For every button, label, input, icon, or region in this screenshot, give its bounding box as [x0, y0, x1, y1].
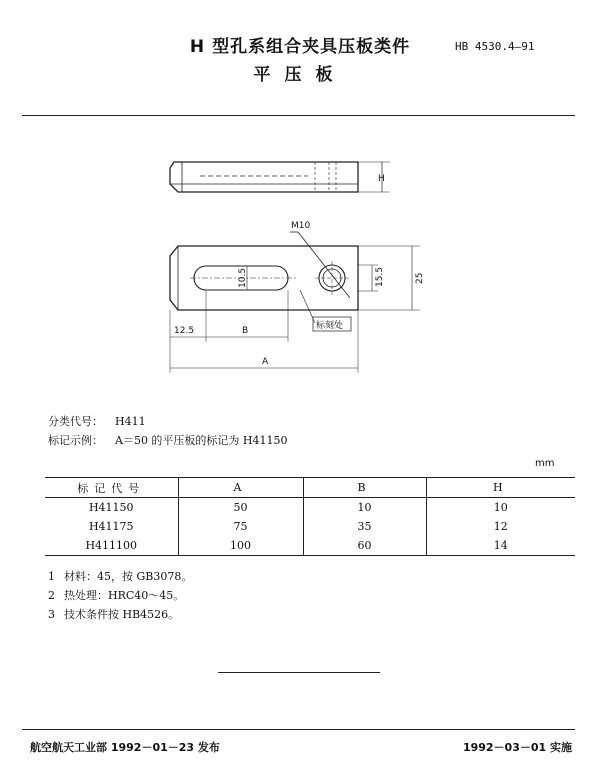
note-item: 3 技术条件按 HB4526。 [48, 608, 180, 621]
end-rule [218, 672, 380, 673]
technical-drawing [150, 140, 430, 380]
header-b: B [303, 478, 426, 498]
table-row [45, 498, 575, 518]
class-code-value: H411 [115, 415, 146, 428]
document-title: H 型孔系组合夹具压板类件 [189, 37, 411, 57]
cell-h: 14 [426, 536, 575, 556]
notes-list [48, 567, 192, 624]
table-row [45, 536, 575, 556]
unit-label: mm [535, 458, 555, 469]
mark-location-label: 标刻处 [316, 321, 344, 331]
dim-label-h: H [378, 174, 385, 184]
table-row [45, 517, 575, 536]
standard-number: HB 4530.4—91 [455, 40, 535, 53]
cell-a: 50 [178, 498, 303, 518]
cell-b: 35 [303, 517, 426, 536]
marking-example [48, 432, 300, 448]
effective-line: 1992－03－01 实施 [462, 741, 572, 754]
spec-table [45, 477, 575, 556]
example-label: 标记示例： [48, 434, 103, 447]
table-header-row [45, 478, 575, 498]
bottom-dimensions [170, 290, 358, 373]
cell-h: 10 [426, 498, 575, 518]
dim-label-12-5: 12.5 [174, 326, 195, 336]
header-h: H [426, 478, 575, 498]
top-view [170, 221, 425, 331]
cell-code: H41175 [88, 520, 134, 533]
cell-b: 60 [303, 536, 426, 556]
class-code [48, 413, 158, 429]
issuer-line: 航空航天工业部 1992－01－23 发布 [30, 741, 220, 754]
header-a: A [178, 478, 303, 498]
class-code-label: 分类代号： [48, 415, 103, 428]
cell-h: 12 [426, 517, 575, 536]
cell-a: 75 [178, 517, 303, 536]
header-rule [22, 115, 575, 116]
note-item: 2 热处理：HRC40～45。 [48, 589, 185, 602]
dim-label-a: A [262, 357, 269, 367]
thread-label: M10 [291, 221, 311, 231]
dim-label-b: B [242, 326, 249, 336]
document-subtitle: 平压板 [253, 65, 347, 85]
note-item: 1 材料：45，按 GB3078。 [48, 570, 193, 583]
cell-code: H41150 [88, 501, 134, 514]
dim-label-25: 25 [415, 272, 425, 284]
dim-label-10-5: 10.5 [238, 267, 248, 288]
example-value: A＝50 的平压板的标记为 H41150 [115, 434, 288, 447]
cell-a: 100 [178, 536, 303, 556]
cell-b: 10 [303, 498, 426, 518]
footer-rule [22, 729, 575, 730]
cell-code: H411100 [45, 536, 178, 556]
dim-label-15-5: 15.5 [375, 266, 385, 287]
header-code: 标记代号 [45, 478, 178, 498]
side-view [170, 162, 390, 192]
